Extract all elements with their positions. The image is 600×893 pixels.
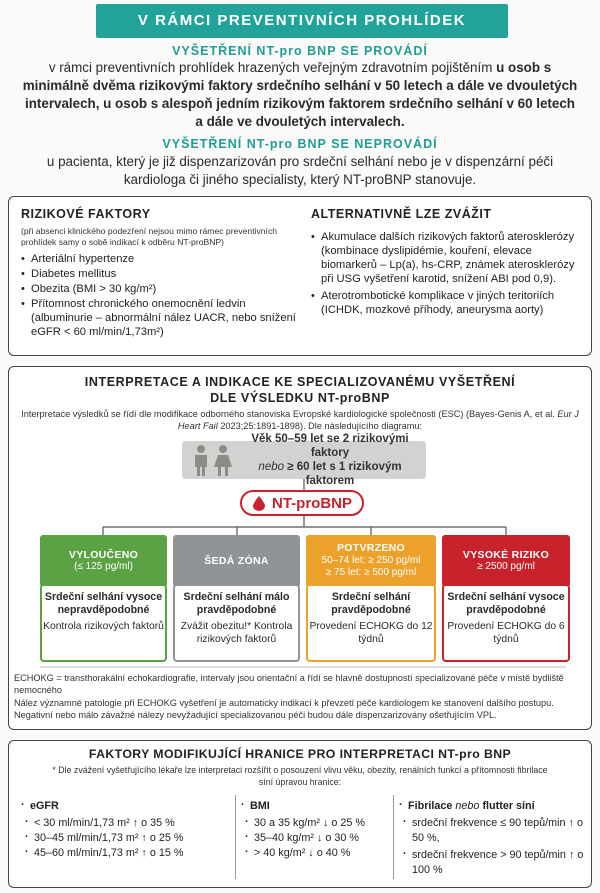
interp-desc-italic: Eur J Heart Fail — [177, 409, 579, 431]
category-vylouceno-header — [40, 535, 167, 587]
column-divider — [235, 795, 236, 879]
nt-probnp-label: NT-proBNP — [272, 494, 352, 512]
fib-item: · srdeční frekvence ≤ 90 tepů/min ↑ o 50 %, — [403, 816, 585, 846]
category-range: (≤ 125 pg/ml) — [74, 561, 133, 572]
egfr-column — [21, 799, 233, 861]
category-vysoke-riziko-body — [442, 584, 570, 662]
alternative-title: ALTERNATIVNĚ LZE ZVÁŽIT — [311, 207, 492, 221]
fib-title-nebo: nebo — [455, 800, 480, 812]
category-verdict: Srdeční selhání vysoce nepravděpodobné — [44, 591, 163, 616]
risk-item: • Přítomnost chronického onemocnění ledvin (albuminurie – abnormální nález UACR, nebo snížení eGFR < 60 ml/min/1,73m²) — [21, 297, 301, 339]
category-verdict: Srdeční selhání vysoce pravděpodobné — [447, 591, 565, 616]
age-line1: Věk 50–59 let se 2 rizikovými faktory — [251, 433, 409, 459]
factors-note: * Dle zvážení vyšetřujícího lékaře lze interpretaci rozšířit o posouzení vlivu věku, obezity, renálních funkcí a přítomnosti fibrilace síní úpravou hranice: — [52, 765, 548, 787]
risk-title: RIZIKOVÉ FAKTORY — [21, 207, 151, 221]
category-name: VYSOKÉ RIZIKO — [462, 548, 550, 561]
egfr-item: · 30–45 ml/min/1,73 m² ↑ o 25 % — [25, 831, 233, 846]
alternative-item: • Aterotrombotické komplikace v jiných teritoriích (ICHDK, mozkové příhody, aneurysma aorty) — [311, 289, 581, 317]
category-action: Zvážit obezitu!* Kontrola rizikových faktorů — [180, 621, 293, 645]
bmi-title: · BMI — [241, 799, 391, 814]
fibrillation-column — [399, 799, 585, 878]
category-potvrzeno-header — [306, 535, 436, 587]
fib-title — [399, 799, 585, 814]
category-verdict: Srdeční selhání málo pravděpodobné — [183, 591, 290, 616]
category-potvrzeno-body — [306, 584, 436, 662]
age-line2: ≥ 60 let s 1 rizikovým faktorem — [287, 461, 402, 487]
category-action: Provedení ECHOKG do 6 týdnů — [447, 621, 565, 645]
category-vylouceno-body — [40, 584, 167, 662]
column-divider — [393, 795, 394, 879]
pathology-footnote: Nález významné patologie při ECHOKG vyšetření je automaticky indikací k převzetí péče kardiologem ke stanovení dalšího postupu. Negativní nebo málo závažné nálezy nevyžadující specializovanou péči budou dále dispenzarizovány ošetřujícím VPL. — [14, 698, 554, 720]
risk-item: • Obezita (BMI > 30 kg/m²) — [21, 282, 301, 296]
alternative-item: • Akumulace dalších rizikových faktorů aterosklerózy (kombinace dyslipidémie, kouření, elevace biomarkerů – Lp(a), hs-CRP, známek aterosklerózy při USG vyšetření karotid, snížení ABI pod 0,9). — [311, 230, 581, 286]
fib-title-a: Fibrilace — [408, 800, 453, 812]
interp-title-line1: INTERPRETACE A INDIKACE KE SPECIALIZOVANÉMU VYŠETŘENÍ — [84, 375, 516, 389]
fib-title-b: flutter síní — [482, 800, 535, 812]
risk-item: • Arteriální hypertenze — [21, 252, 301, 266]
egfr-item: · < 30 ml/min/1,73 m² ↑ o 35 % — [25, 816, 233, 831]
age-nebo: nebo — [258, 461, 285, 473]
nt-probnp-marker — [240, 490, 364, 516]
category-seda-zona-body — [173, 584, 300, 662]
category-name: VYLOUČENO — [68, 548, 139, 561]
egfr-item: · 45–60 ml/min/1,73 m² ↑ o 15 % — [25, 846, 233, 861]
category-name: ŠEDÁ ZÓNA — [204, 554, 269, 567]
category-action: Kontrola rizikových faktorů — [43, 621, 164, 632]
category-verdict: Srdeční selhání pravděpodobné — [331, 591, 411, 616]
category-seda-zona-header — [173, 535, 300, 587]
factors-title: FAKTORY MODIFIKUJÍCÍ HRANICE PRO INTERPRETACI NT-pro BNP — [88, 747, 512, 761]
provadi-text-normal: v rámci preventivních prohlídek hrazených veřejným zdravotním pojištěním — [48, 60, 493, 75]
category-range-2: ≥ 75 let: ≥ 500 pg/ml — [325, 567, 417, 579]
category-vysoke-riziko-header — [442, 535, 570, 587]
risk-item: • Diabetes mellitus — [21, 267, 301, 281]
risk-note: (při absenci klinického podezření nejsou mimo rámec preventivních prohlídek samy o sobě indikací k odběru NT-proBNP) — [21, 226, 278, 247]
category-range: ≥ 2500 pg/ml — [477, 561, 535, 572]
bmi-item: · > 40 kg/m² ↓ o 40 % — [245, 846, 391, 861]
blood-drop-icon — [252, 495, 266, 511]
egfr-title: · eGFR — [21, 799, 233, 814]
category-name: POTVRZENO — [336, 542, 406, 555]
interp-desc-normal: Interpretace výsledků se řídí dle modifikace odborného stanoviska Evropské kardiologické společnosti (ESC) (Bayes-Genis A, et al. — [21, 409, 555, 419]
bmi-item: · 30 a 35 kg/m² ↓ o 25 % — [245, 816, 391, 831]
fib-item: · srdeční frekvence > 90 tepů/min ↑ o 100 % — [403, 848, 585, 878]
bmi-column — [241, 799, 391, 861]
neprovadi-text: u pacienta, který je již dispenzarizován pro srdeční selhání nebo je v dispenzární péči kardiologa či jiného specialisty, který NT-proBNP stanovuje. — [46, 154, 554, 187]
provadi-heading: VYŠETŘENÍ NT-pro BNP SE PROVÁDÍ — [172, 44, 428, 58]
neprovadi-heading: VYŠETŘENÍ NT-pro BNP SE NEPROVÁDÍ — [162, 137, 438, 151]
echokg-footnote: ECHOKG = transthorakální echokardiografie, intervaly jsou orientační a řídí se hlavně dostupností specializované péče v místě bydliště nemocného — [14, 673, 564, 695]
category-action: Provedení ECHOKG do 12 týdnů — [309, 621, 433, 645]
factors-box — [8, 740, 592, 888]
provadi-text-bold: u osob s minimálně dvěma rizikovými faktory srdečního selhání v 50 letech a dále ve dvouletých intervalech, u osob s alespoň jedním rizikovým faktorem srdečního selhání v 60 letech a dále ve dvouletých intervalech. — [22, 60, 578, 129]
interp-desc-end: 2023;25:1891-1898). Dle následujícího diagramu: — [220, 421, 423, 431]
bmi-item: · 35–40 kg/m² ↓ o 30 % — [245, 831, 391, 846]
banner-title: V RÁMCI PREVENTIVNÍCH PROHLÍDEK — [96, 4, 508, 38]
category-range: 50–74 let: ≥ 250 pg/ml — [321, 554, 421, 566]
interp-title-line2: DLE VÝSLEDKU NT-proBNP — [210, 391, 390, 405]
